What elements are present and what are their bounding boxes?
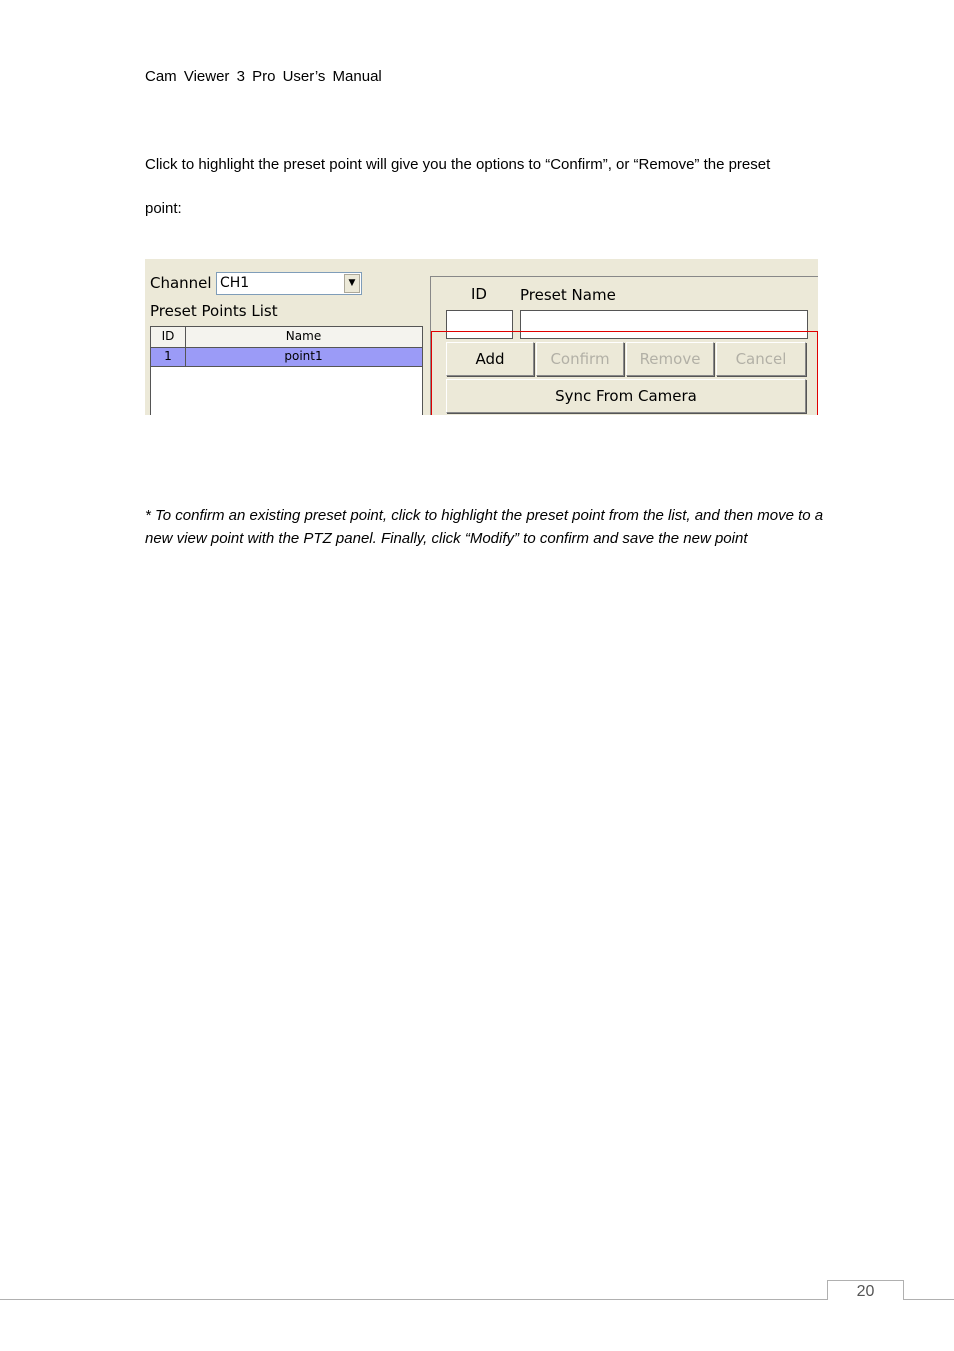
highlight-box [431,331,818,415]
sync-from-camera-button[interactable]: Sync From Camera [446,379,806,413]
remove-button[interactable]: Remove [626,342,714,376]
intro-paragraph [145,143,845,231]
intro-line-2: point: [145,200,182,217]
channel-select-value: CH1 [220,275,250,291]
preset-points-list-label: Preset Points List [150,302,278,320]
list-header-name[interactable]: Name [285,329,322,343]
list-row-selected[interactable] [151,348,422,367]
list-header-id[interactable]: ID [151,327,186,347]
document-header: Cam Viewer 3 Pro User’s Manual [145,68,382,85]
row-name: point1 [284,349,323,363]
page-number: 20 [827,1280,904,1300]
cancel-button[interactable]: Cancel [716,342,806,376]
chevron-down-icon[interactable]: ▼ [344,274,360,293]
preset-screenshot [145,259,818,415]
id-label: ID [471,285,487,303]
add-button[interactable]: Add [446,342,534,376]
confirm-button[interactable]: Confirm [536,342,624,376]
note-paragraph: * To confirm an existing preset point, click to highlight the preset point from the list, and then move to a new view point with the PTZ panel. Finally, click “Modify” to confirm and save the new point [145,507,824,547]
list-header [151,327,422,348]
footer-divider [0,1299,954,1300]
preset-name-label: Preset Name [520,286,616,304]
channel-select[interactable] [216,272,362,295]
preset-points-list[interactable] [150,326,423,415]
row-id: 1 [151,348,186,366]
channel-label: Channel [150,274,212,292]
intro-line-1: Click to highlight the preset point will give you the options to “Confirm”, or “Remove” the preset [145,156,771,173]
